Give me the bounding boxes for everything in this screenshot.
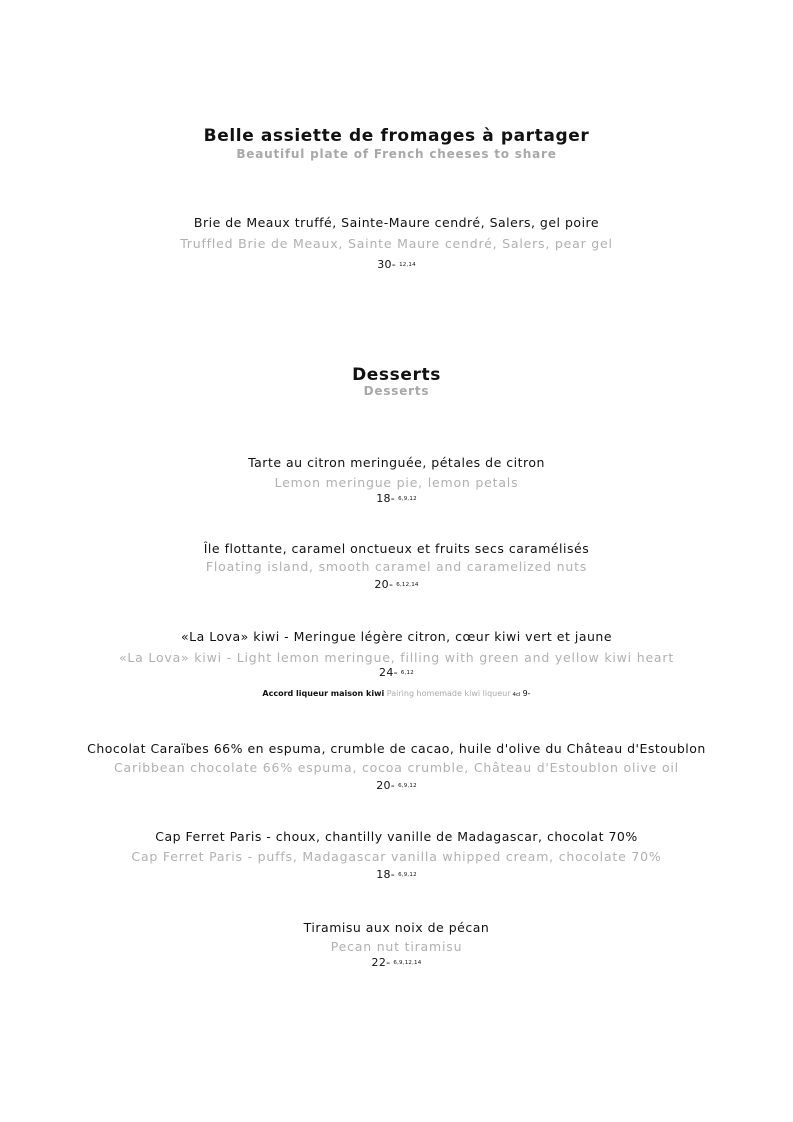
item-price <box>0 779 793 793</box>
item-name-fr: Tarte au citron meringuée, pétales de citron <box>248 455 545 470</box>
pairing-name-en: Pairing homemade kiwi liqueur <box>386 689 511 698</box>
item-price <box>0 492 793 506</box>
menu-item-floating-island <box>0 540 793 592</box>
allergen-codes: 6,12 <box>400 670 414 676</box>
item-name-en: Floating island, smooth caramel and caramelized nuts <box>205 559 588 574</box>
item-name-fr: Brie de Meaux truffé, Sainte-Maure cendré, Salers, gel poire <box>193 215 600 230</box>
item-price <box>0 868 793 882</box>
menu-item-cap-ferret-paris <box>0 828 793 882</box>
allergen-codes: 6,9,12 <box>398 872 417 878</box>
desserts-section-header <box>0 365 793 399</box>
price-amount: 18- <box>376 868 396 881</box>
menu-item-cheese-plate <box>0 214 793 272</box>
menu-item-lemon-tart <box>0 454 793 506</box>
item-name-en: Lemon meringue pie, lemon petals <box>274 475 519 490</box>
cheese-section-header <box>0 126 793 162</box>
menu-item-caribbean-chocolate <box>0 740 793 793</box>
price-amount: 20- <box>374 578 394 591</box>
item-name-fr: «La Lova» kiwi - Meringue légère citron, cœur kiwi vert et jaune <box>180 629 613 644</box>
price-amount: 22- <box>371 956 391 969</box>
item-name-en: Pecan nut tiramisu <box>330 939 463 954</box>
price-amount: 20- <box>376 779 396 792</box>
menu-item-la-lova-kiwi <box>0 628 793 701</box>
item-name-fr: Cap Ferret Paris - choux, chantilly vanille de Madagascar, chocolat 70% <box>155 829 638 844</box>
pairing-volume: 4cl <box>512 692 521 698</box>
item-name-fr: Tiramisu aux noix de pécan <box>303 920 490 935</box>
allergen-codes: 6,9,12 <box>398 496 417 502</box>
price-amount: 30- <box>377 258 397 271</box>
price-amount: 18- <box>376 492 396 505</box>
cheese-section-title: Belle assiette de fromages à partager <box>203 126 590 146</box>
item-price <box>0 956 793 970</box>
price-amount: 24- <box>379 666 398 679</box>
allergen-codes: 6,9,12 <box>398 783 417 789</box>
item-name-fr: Île flottante, caramel onctueux et fruits secs caramélisés <box>203 541 590 556</box>
item-price <box>0 578 793 592</box>
item-name-en: Cap Ferret Paris - puffs, Madagascar vanilla whipped cream, chocolate 70% <box>131 849 662 864</box>
allergen-codes: 6,12,14 <box>396 582 419 588</box>
item-name-en: Caribbean chocolate 66% espuma, cocoa crumble, Château d'Estoublon olive oil <box>114 760 679 775</box>
item-price <box>0 666 793 680</box>
pairing-name-fr: Accord liqueur maison kiwi <box>262 689 385 698</box>
item-name-fr: Chocolat Caraïbes 66% en espuma, crumble de cacao, huile d'olive du Château d'Estoublon <box>87 741 706 756</box>
item-price <box>0 258 793 272</box>
pairing-price: 9- <box>522 689 531 698</box>
allergen-codes: 6,9,12,14 <box>393 960 422 966</box>
item-name-en: Truffled Brie de Meaux, Sainte Maure cendré, Salers, pear gel <box>180 236 613 251</box>
desserts-section-title: Desserts <box>352 365 441 385</box>
menu-item-tiramisu <box>0 919 793 970</box>
cheese-section-subtitle: Beautiful plate of French cheeses to share <box>236 147 557 161</box>
allergen-codes: 12,14 <box>399 262 416 268</box>
item-name-en: «La Lova» kiwi - Light lemon meringue, filling with green and yellow kiwi heart <box>118 650 675 665</box>
desserts-section-subtitle: Desserts <box>363 384 430 398</box>
pairing-suggestion <box>0 688 793 701</box>
